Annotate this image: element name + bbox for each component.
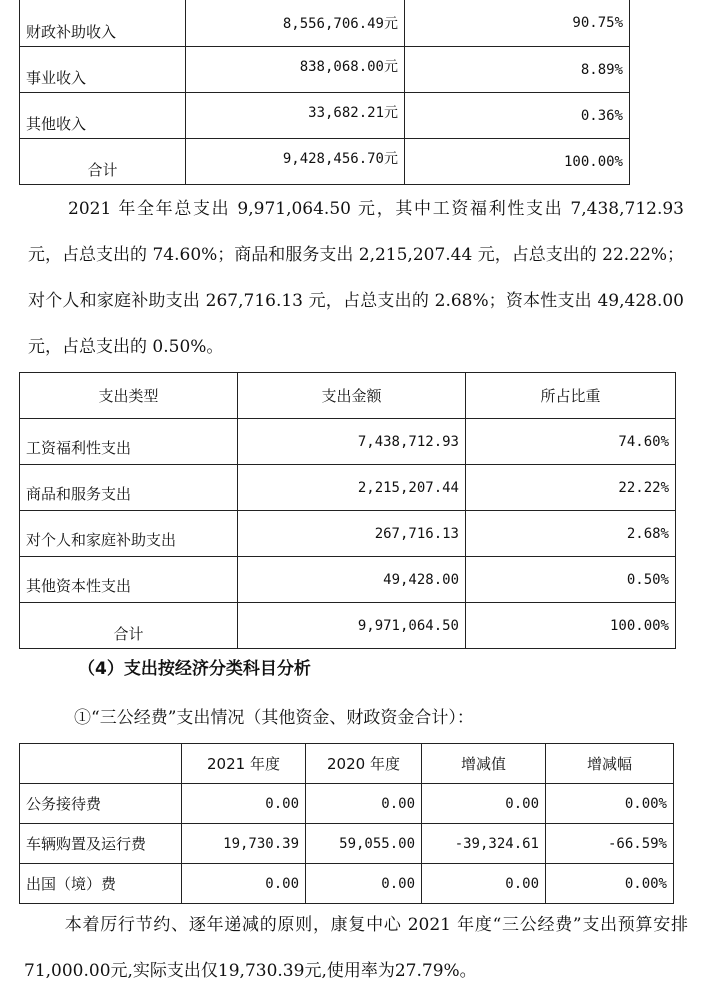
section-subheading: ①“三公经费”支出情况（其他资金、财政资金合计）：	[74, 708, 474, 728]
expense-name: 对个人和家庭补助支出	[20, 511, 238, 557]
expense-summary-text: 2021 年全年总支出 9,971,064.50 元，其中工资福利性支出 7,438,712.93 元，占总支出的 74.60%；商品和服务支出 2,215,207.44 元，占总支出的 22.22%；对个人和家庭补助支出 267,716.13 元，占总支出的 2.68%；资本性支出 49,428.00 元，占总支出的 0.50%。	[28, 199, 684, 357]
column-header: 2021 年度	[182, 744, 306, 784]
income-ratio: 8.89%	[405, 47, 630, 93]
fee-change: 0.00	[422, 864, 546, 904]
income-amount: 838,068.00元	[186, 47, 405, 93]
fee-rate: 0.00%	[546, 784, 674, 824]
income-amount: 9,428,456.70元	[186, 139, 405, 185]
income-ratio: 90.75%	[405, 0, 630, 47]
income-ratio: 100.00%	[405, 139, 630, 185]
expense-amount: 2,215,207.44	[238, 465, 466, 511]
table-header-row	[20, 373, 676, 419]
column-header	[20, 744, 182, 784]
fee-rate: 0.00%	[546, 864, 674, 904]
fee-name: 公务接待费	[20, 784, 182, 824]
column-header: 增减值	[422, 744, 546, 784]
table-header-row	[20, 744, 674, 784]
table-row	[20, 93, 630, 139]
column-header: 支出金额	[238, 373, 466, 419]
table-row	[20, 465, 676, 511]
fee-name: 车辆购置及运行费	[20, 824, 182, 864]
fee-change: 0.00	[422, 784, 546, 824]
expense-ratio: 100.00%	[466, 603, 676, 649]
expense-summary-paragraph	[28, 186, 684, 370]
table-row	[20, 0, 630, 47]
expense-amount: 9,971,064.50	[238, 603, 466, 649]
fee-2021: 0.00	[182, 784, 306, 824]
table-row	[20, 557, 676, 603]
fee-rate: -66.59%	[546, 824, 674, 864]
income-table	[19, 0, 630, 185]
expense-ratio: 74.60%	[466, 419, 676, 465]
fee-2021: 19,730.39	[182, 824, 306, 864]
fee-change: -39,324.61	[422, 824, 546, 864]
fee-2021: 0.00	[182, 864, 306, 904]
table-row	[20, 864, 674, 904]
table-row	[20, 419, 676, 465]
expense-ratio: 22.22%	[466, 465, 676, 511]
table-row	[20, 139, 630, 185]
column-header: 支出类型	[20, 373, 238, 419]
expense-ratio: 2.68%	[466, 511, 676, 557]
income-name: 财政补助收入	[20, 0, 186, 47]
three-fees-text: 本着厉行节约、逐年递减的原则，康复中心 2021 年度“三公经费”支出预算安排71,000.00元,实际支出仅19,730.39元,使用率为27.79%。	[24, 915, 688, 981]
income-name: 事业收入	[20, 47, 186, 93]
income-ratio: 0.36%	[405, 93, 630, 139]
expense-amount: 267,716.13	[238, 511, 466, 557]
three-fees-paragraph	[24, 902, 688, 994]
expense-name: 其他资本性支出	[20, 557, 238, 603]
table-row	[20, 511, 676, 557]
expense-ratio: 0.50%	[466, 557, 676, 603]
income-amount: 33,682.21元	[186, 93, 405, 139]
fee-name: 出国（境）费	[20, 864, 182, 904]
income-name: 其他收入	[20, 93, 186, 139]
expense-name: 合计	[20, 603, 238, 649]
column-header: 所占比重	[466, 373, 676, 419]
income-amount: 8,556,706.49元	[186, 0, 405, 47]
column-header: 增减幅	[546, 744, 674, 784]
fee-2020: 0.00	[306, 784, 422, 824]
fee-2020: 0.00	[306, 864, 422, 904]
column-header: 2020 年度	[306, 744, 422, 784]
table-row	[20, 784, 674, 824]
fee-2020: 59,055.00	[306, 824, 422, 864]
table-row	[20, 47, 630, 93]
expense-amount: 49,428.00	[238, 557, 466, 603]
expense-amount: 7,438,712.93	[238, 419, 466, 465]
expense-name: 工资福利性支出	[20, 419, 238, 465]
income-name: 合计	[20, 139, 186, 185]
table-row	[20, 824, 674, 864]
three-fees-table	[19, 743, 674, 904]
expense-table	[19, 372, 676, 649]
expense-name: 商品和服务支出	[20, 465, 238, 511]
table-row	[20, 603, 676, 649]
section-heading: （4）支出按经济分类科目分析	[78, 659, 311, 679]
